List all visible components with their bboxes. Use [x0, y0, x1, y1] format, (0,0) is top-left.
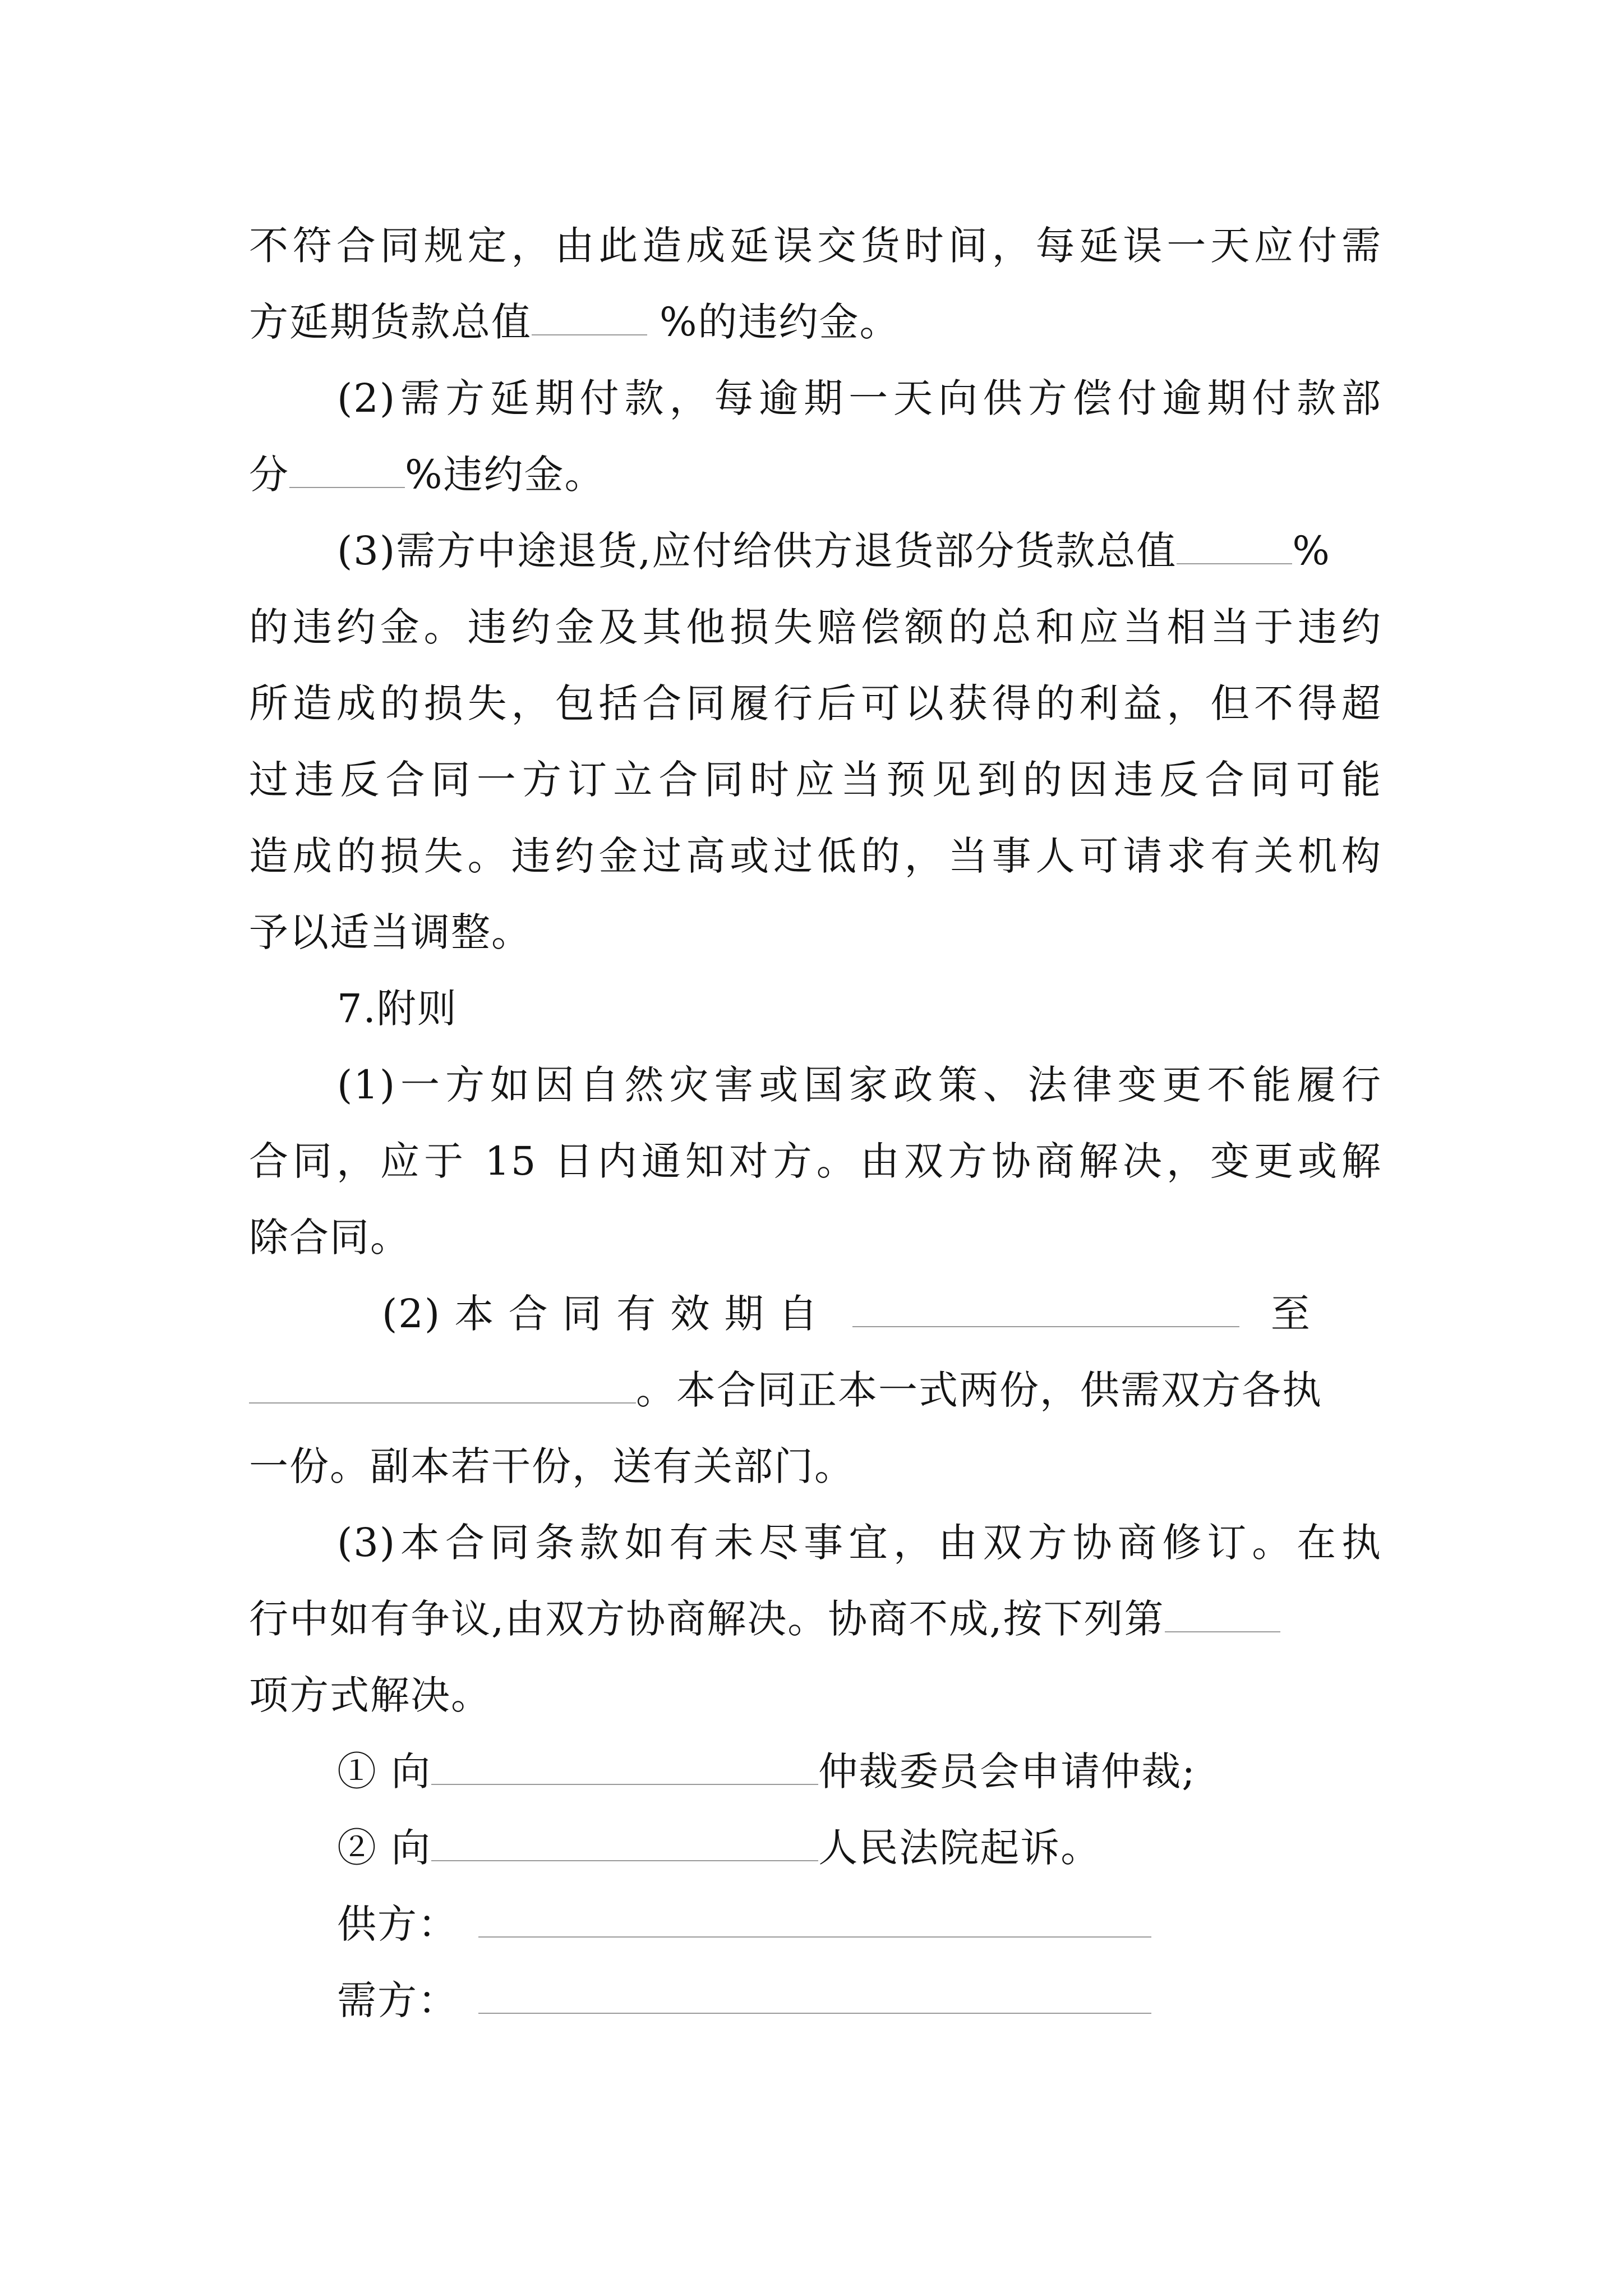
- text-line: [249, 1428, 1382, 1504]
- text-line: [337, 1504, 1382, 1581]
- text-span: %: [1292, 528, 1331, 574]
- text-span: ① 向: [337, 1749, 432, 1795]
- text-span: 过违反合同一方订立合同时应当预见到的因违反合同可能: [249, 757, 1382, 803]
- text-line: [249, 894, 1382, 970]
- text-line: [249, 1123, 1382, 1199]
- text-span: 7.附则: [337, 986, 458, 1032]
- text-span: 方延期货款总值: [249, 299, 532, 345]
- text-span: %的违约金。: [660, 299, 900, 345]
- text-span: (1)一方如因自然灾害或国家政策、法律变更不能履行: [337, 1062, 1382, 1108]
- text-line: [249, 1657, 1382, 1733]
- text-span: 。本合同正本一式两份，供需双方各执: [636, 1367, 1322, 1413]
- supplier-label: 供方：: [337, 1901, 458, 1947]
- fill-blank[interactable]: [852, 1294, 1239, 1327]
- text-line: [337, 513, 1382, 589]
- text-span: 仲裁委员会申请仲裁;: [818, 1749, 1196, 1795]
- text-span: 造成的损失。违约金过高或过低的，当事人可请求有关机构: [249, 833, 1382, 879]
- text-line: [249, 589, 1382, 665]
- text-span: (2)需方延期付款，每逾期一天向供方偿付逾期付款部: [337, 375, 1382, 421]
- fill-blank[interactable]: [249, 1370, 636, 1404]
- text-span: ② 向: [337, 1825, 432, 1871]
- section-heading: [337, 970, 1382, 1047]
- option-line: [337, 1810, 1382, 1886]
- text-span: 分: [249, 452, 289, 498]
- signature-line: [337, 1962, 1382, 2039]
- fill-blank[interactable]: [431, 1751, 818, 1785]
- signature-line: [337, 1886, 1382, 1962]
- text-span: 的违约金。违约金及其他损失赔偿额的总和应当相当于违约: [249, 604, 1382, 650]
- text-span: %违约金。: [405, 452, 605, 498]
- text-line: [337, 360, 1382, 436]
- text-span: 予以适当调整。: [249, 909, 532, 955]
- option-line: [337, 1733, 1382, 1810]
- text-line: [337, 1047, 1382, 1123]
- text-line: [249, 436, 1382, 513]
- text-span: 所造成的损失，包括合同履行后可以获得的利益，但不得超: [249, 680, 1382, 726]
- fill-blank[interactable]: [532, 302, 647, 335]
- text-line: [249, 1581, 1382, 1657]
- text-span: 一份。副本若干份，送有关部门。: [249, 1443, 855, 1489]
- text-span: 行中如有争议,由双方协商解决。协商不成,按下列第: [249, 1596, 1165, 1642]
- fill-blank[interactable]: [1165, 1599, 1280, 1632]
- text-line: [249, 208, 1382, 284]
- buyer-signature-blank[interactable]: [478, 1980, 1151, 2014]
- text-span: 除合同。: [249, 1214, 411, 1260]
- text-line: [249, 284, 1382, 360]
- text-line: [249, 742, 1382, 818]
- text-span: (3)本合同条款如有未尽事宜，由双方协商修订。在执: [337, 1520, 1382, 1566]
- text-line: [249, 1352, 1382, 1428]
- text-span: (2) 本 合 同 有 效 期 自: [382, 1291, 819, 1337]
- text-span: 合同，应于 15 日内通知对方。由双方协商解决，变更或解: [249, 1138, 1382, 1184]
- text-span: (3)需方中途退货,应付给供方退货部分货款总值: [337, 528, 1177, 574]
- fill-blank[interactable]: [431, 1828, 818, 1861]
- fill-blank[interactable]: [1177, 531, 1292, 564]
- text-line: [249, 665, 1382, 742]
- text-line: [249, 818, 1382, 894]
- buyer-label: 需方：: [337, 1977, 458, 2023]
- text-line: [249, 1199, 1382, 1276]
- supplier-signature-blank[interactable]: [478, 1904, 1151, 1938]
- text-span: 至: [1270, 1291, 1311, 1337]
- text-span: 不符合同规定，由此造成延误交货时间，每延误一天应付需: [249, 223, 1382, 269]
- fill-blank[interactable]: [289, 454, 405, 488]
- text-span: 人民法院起诉。: [818, 1825, 1101, 1871]
- text-line: [382, 1276, 1382, 1352]
- text-span: 项方式解决。: [249, 1672, 491, 1718]
